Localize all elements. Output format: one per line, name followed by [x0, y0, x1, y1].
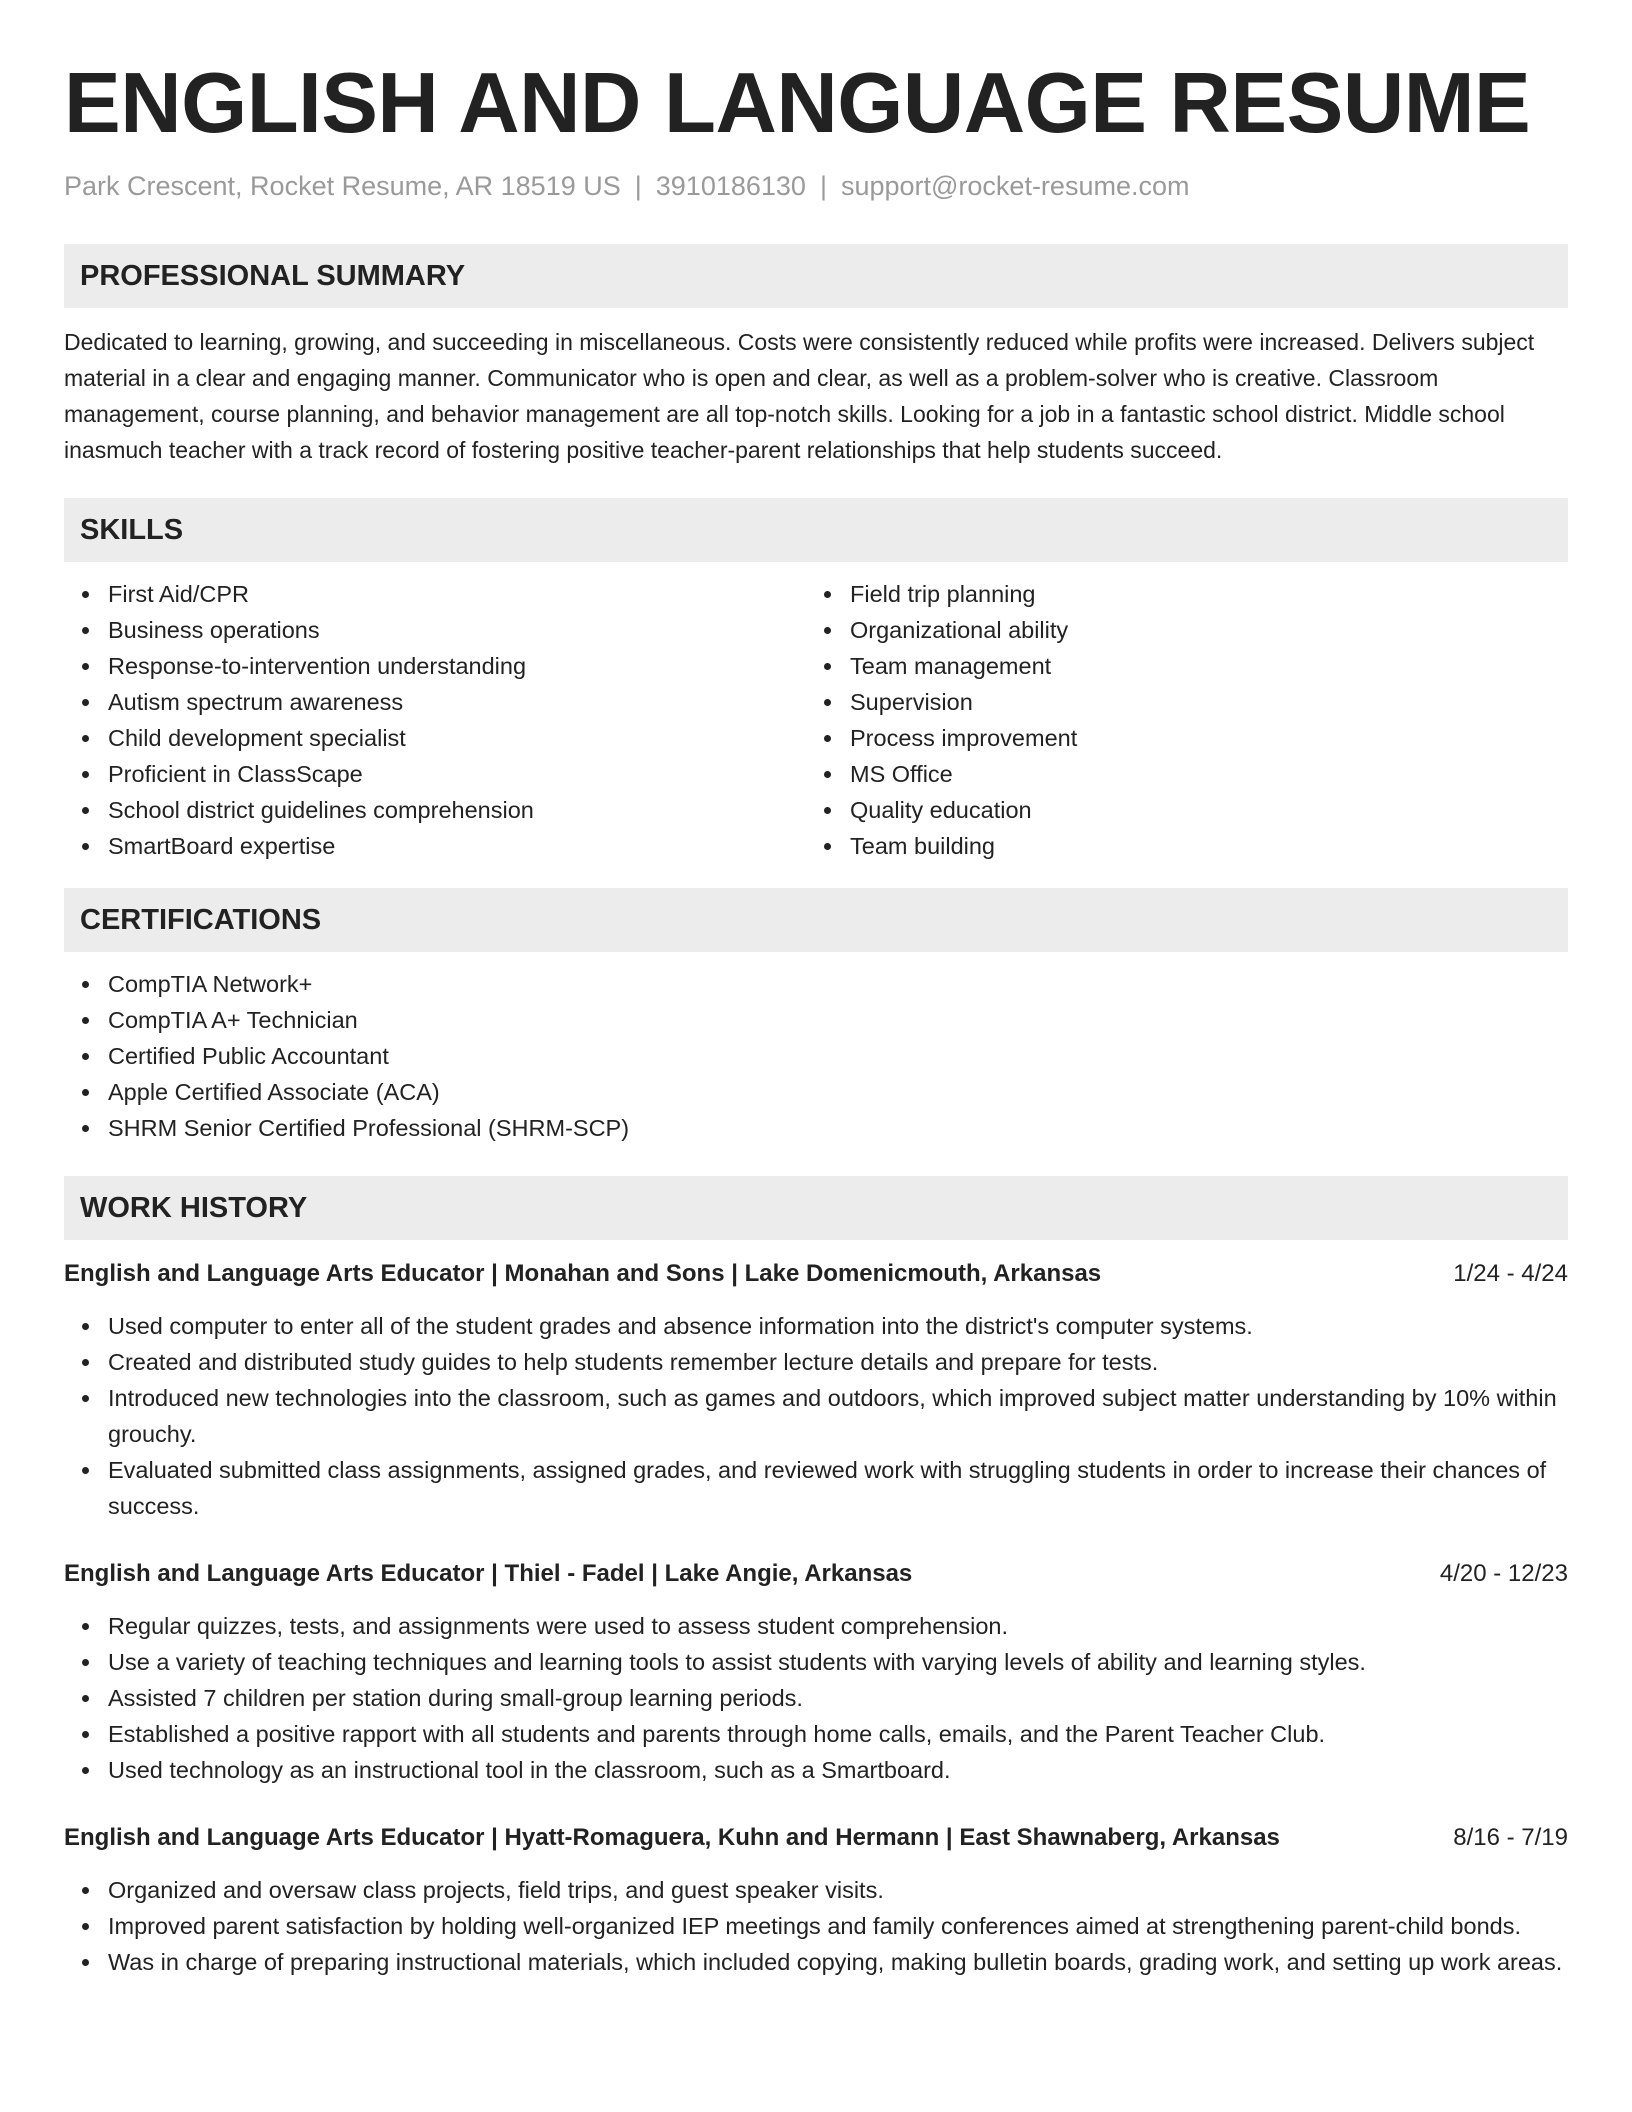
skill-item: Process improvement: [850, 720, 1548, 756]
skill-item: Team management: [850, 648, 1548, 684]
skills-list-right: [806, 576, 1548, 864]
resume-name: ENGLISH AND LANGUAGE RESUME: [64, 56, 1531, 151]
certifications-section: [64, 888, 1568, 1146]
job-title: English and Language Arts Educator | Monahan and Sons | Lake Domenicmouth, Arkansas: [64, 1260, 1102, 1287]
job-entry: [64, 1556, 1568, 1788]
skills-list-left: [64, 576, 806, 864]
job-dates: 8/16 - 7/19: [1453, 1824, 1568, 1851]
skill-item: SmartBoard expertise: [108, 828, 806, 864]
skills-column-left: [64, 576, 806, 864]
summary-heading: PROFESSIONAL SUMMARY: [64, 244, 1568, 308]
contact-email: support@rocket-resume.com: [840, 171, 1190, 201]
skill-item: Autism spectrum awareness: [108, 684, 806, 720]
job-bullet: Used computer to enter all of the student grades and absence information into the district's computer systems.: [108, 1308, 1568, 1344]
skill-item: Field trip planning: [850, 576, 1548, 612]
job-header: [64, 1820, 1568, 1856]
skill-item: Proficient in ClassScape: [108, 756, 806, 792]
skill-item: Business operations: [108, 612, 806, 648]
certification-item: SHRM Senior Certified Professional (SHRM-SCP): [108, 1110, 1568, 1146]
certifications-heading: CERTIFICATIONS: [64, 888, 1568, 952]
skill-item: Team building: [850, 828, 1548, 864]
skill-item: Quality education: [850, 792, 1548, 828]
skills-section: [64, 498, 1568, 864]
job-entry: [64, 1256, 1568, 1524]
contact-separator: |: [819, 171, 827, 201]
contact-line: [64, 168, 1568, 204]
job-bullet: Regular quizzes, tests, and assignments were used to assess student comprehension.: [108, 1608, 1568, 1644]
job-bullet: Used technology as an instructional tool in the classroom, such as a Smartboard.: [108, 1752, 1568, 1788]
skill-item: Response-to-intervention understanding: [108, 648, 806, 684]
job-entry: [64, 1820, 1568, 1980]
skill-item: MS Office: [850, 756, 1548, 792]
certification-item: Apple Certified Associate (ACA): [108, 1074, 1568, 1110]
skill-item: Supervision: [850, 684, 1548, 720]
summary-section: [64, 244, 1568, 468]
job-bullet: Created and distributed study guides to help students remember lecture details and prepare for tests.: [108, 1344, 1568, 1380]
summary-text: Dedicated to learning, growing, and succeeding in miscellaneous. Costs were consistently reduced while profits were increased. Delivers subject material in a clear and engaging manner. Communicator who is open and clear, as well as a problem-solver who is creative. Classroom management, course planning, and behavior management are all top-notch skills. Looking for a job in a fantastic school district. Middle school inasmuch teacher with a track record of fostering positive teacher-parent relationships that help students succeed.: [64, 329, 1535, 463]
skills-column-right: [806, 576, 1548, 864]
job-header: [64, 1256, 1568, 1292]
job-bullet: Organized and oversaw class projects, field trips, and guest speaker visits.: [108, 1872, 1568, 1908]
job-bullet: Established a positive rapport with all students and parents through home calls, emails, and the Parent Teacher Club.: [108, 1716, 1568, 1752]
job-bullet-list: [64, 1608, 1568, 1788]
contact-address: Park Crescent, Rocket Resume, AR 18519 US: [64, 171, 621, 201]
job-bullet-list: [64, 1308, 1568, 1524]
job-bullet-list: [64, 1872, 1568, 1980]
job-title: English and Language Arts Educator | Thiel - Fadel | Lake Angie, Arkansas: [64, 1560, 913, 1587]
skill-item: School district guidelines comprehension: [108, 792, 806, 828]
certification-item: CompTIA A+ Technician: [108, 1002, 1568, 1038]
job-bullet: Evaluated submitted class assignments, assigned grades, and reviewed work with struggling students in order to increase their chances of success.: [108, 1452, 1568, 1524]
certification-item: Certified Public Accountant: [108, 1038, 1568, 1074]
contact-phone: 3910186130: [655, 171, 806, 201]
skills-columns: [64, 576, 1568, 864]
skill-item: Organizational ability: [850, 612, 1548, 648]
certifications-list: [64, 966, 1568, 1146]
job-list: [64, 1256, 1568, 1980]
job-dates: 4/20 - 12/23: [1439, 1560, 1568, 1587]
job-bullet: Improved parent satisfaction by holding well-organized IEP meetings and family conferences aimed at strengthening parent-child bonds.: [108, 1908, 1568, 1944]
work-history-section: [64, 1176, 1568, 1980]
certification-item: CompTIA Network+: [108, 966, 1568, 1002]
job-bullet: Use a variety of teaching techniques and learning tools to assist students with varying levels of ability and learning styles.: [108, 1644, 1568, 1680]
skill-item: First Aid/CPR: [108, 576, 806, 612]
work-history-heading: WORK HISTORY: [64, 1176, 1568, 1240]
job-dates: 1/24 - 4/24: [1453, 1260, 1568, 1287]
job-title: English and Language Arts Educator | Hyatt-Romaguera, Kuhn and Hermann | East Shawnaberg, Arkansas: [64, 1824, 1280, 1851]
job-bullet: Was in charge of preparing instructional materials, which included copying, making bulletin boards, grading work, and setting up work areas.: [108, 1944, 1568, 1980]
skills-heading: SKILLS: [64, 498, 1568, 562]
contact-separator: |: [634, 171, 642, 201]
skill-item: Child development specialist: [108, 720, 806, 756]
job-bullet: Assisted 7 children per station during small-group learning periods.: [108, 1680, 1568, 1716]
job-header: [64, 1556, 1568, 1592]
job-bullet: Introduced new technologies into the classroom, such as games and outdoors, which improved subject matter understanding by 10% within grouchy.: [108, 1380, 1568, 1452]
